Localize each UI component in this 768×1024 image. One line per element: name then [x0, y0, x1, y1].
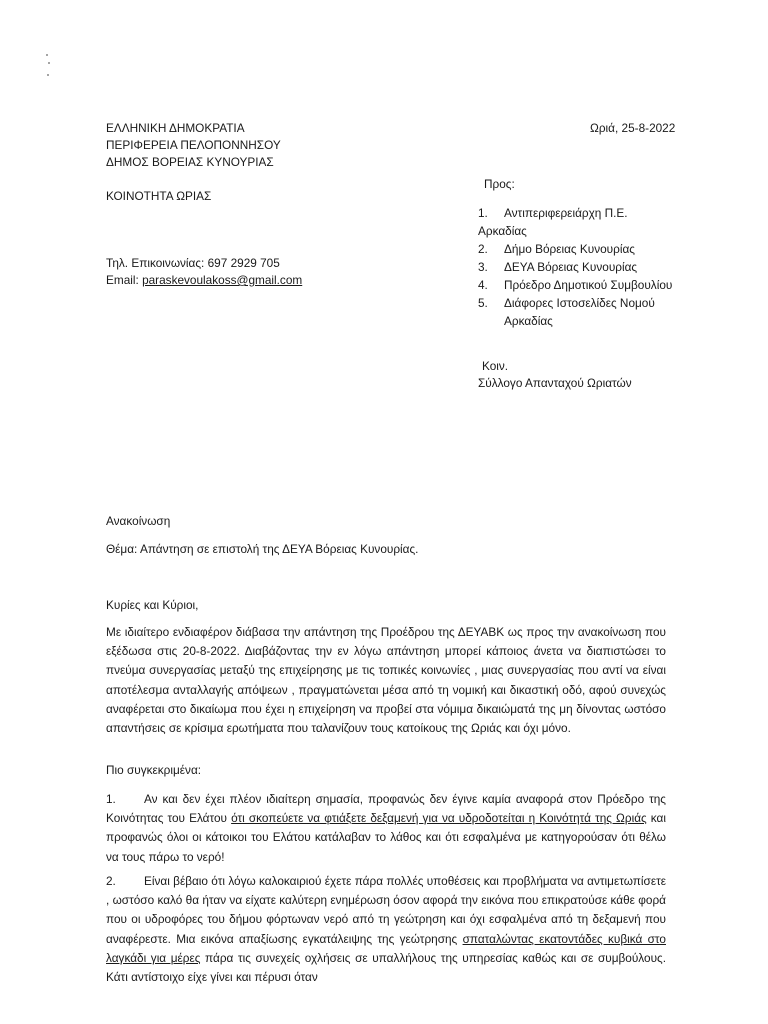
recipient-number: 2.	[478, 242, 488, 256]
point-number: 2.	[106, 874, 116, 888]
point-number: 1.	[106, 792, 116, 806]
recipients-label: Προς:	[484, 177, 515, 191]
point-text: πάρα τις συνεχείς οχλήσεις σε υπαλλήλους της υπηρεσίας καθώς και σε συμβούλους. Κάτι αντίστοιχο είχε γίνει και πέρυσι όταν	[106, 950, 666, 985]
letter-date: Ωριά, 25-8-2022	[590, 121, 676, 135]
recipient-text: Δήμο Βόρειας Κυνουρίας	[504, 242, 635, 256]
recipient-number: 4.	[478, 278, 488, 292]
recipient-number: 3.	[478, 260, 488, 274]
cc-label: Κοιν.	[482, 359, 509, 373]
sender-block	[106, 120, 281, 205]
recipient-text-continued: Αρκαδίας	[478, 224, 527, 238]
document-subject: Θέμα: Απάντηση σε επιστολή της ΔΕΥΑ Βόρειας Κυνουρίας.	[106, 542, 419, 556]
body-paragraph: Με ιδιαίτερο ενδιαφέρον διάβασα την απάντηση της Προέδρου της ΔΕΥΑΒΚ ως προς την ανακοίνωση που εξέδωσα στις 20-8-2022. Διαβάζοντας την εν λόγω απάντηση μπορεί κάποιος άνετα να διαπιστώσει το πνεύμα συνεργασίας μεταξύ της επιχείρησης με τις τοπικές κοινωνίες , μιας συνεργασίας που αντί να είναι αποτέλεσμα ανταλλαγής απόψεων , πραγματώνεται μέσα από τη νομική και δικαστική οδό, αφού συνεχώς αναφέρεται στο δικαίωμα που έχει η επιχείρηση να προβεί στα νόμιμα δικαιώματά της μη δίνοντας ωστόσο απαντήσεις σε κρίσιμα ερωτήματα που ταλανίζουν τους κατοίκους της Ωριάς και όχι μόνο.	[106, 625, 666, 736]
contact-email-line	[106, 272, 302, 289]
sender-line-republic: ΕΛΛΗΝΙΚΗ ΔΗΜΟΚΡΑΤΙΑ	[106, 121, 245, 135]
recipient-item	[478, 258, 678, 276]
cc-recipient: Σύλλογο Απανταχού Ωριατών	[478, 376, 632, 390]
sender-line-region: ΠΕΡΙΦΕΡΕΙΑ ΠΕΛΟΠΟΝΝΗΣΟΥ	[106, 138, 281, 152]
recipient-text: Διάφορες Ιστοσελίδες Νομού Αρκαδίας	[504, 296, 655, 328]
recipient-item	[478, 240, 678, 258]
scan-specks	[44, 48, 52, 78]
contact-phone: Τηλ. Επικοινωνίας: 697 2929 705	[106, 256, 280, 270]
document-title: Ανακοίνωση	[106, 514, 171, 528]
point-text: Αν και δεν έχει πλέον ιδιαίτερη σημασία, προφανώς δεν έγινε καμία αναφορά στον Πρόεδρο της Κοινότητας του Ελάτου	[106, 792, 666, 826]
contact-email-link[interactable]: paraskevoulakoss@gmail.com	[142, 273, 303, 287]
recipients-list	[478, 204, 678, 330]
numbered-point-1	[106, 790, 666, 867]
point-text-underlined: σπαταλώντας εκατοντάδες κυβικά στο λαγκάδι για μέρες	[106, 931, 666, 965]
numbered-point-2	[106, 872, 666, 987]
section-intro: Πιο συγκεκριμένα:	[106, 763, 202, 777]
point-text: και προφανώς όλοι οι κάτοικοι του Ελάτου κατάλαβαν το λάθος και ότι εσφαλμένα με κατηγορούσαν ότι θέλω να τους πάρω το νερό!	[106, 811, 667, 864]
recipient-item	[478, 204, 678, 240]
recipient-item	[478, 294, 678, 330]
recipient-number: 1.	[478, 206, 488, 220]
salutation: Κυρίες και Κύριοι,	[106, 598, 199, 612]
point-text-underlined: ότι σκοπεύετε να φτιάξετε δεξαμενή για να υδροδοτείται η Κοινότητά της Ωριάς	[231, 811, 647, 826]
recipient-text: Πρόεδρο Δημοτικού Συμβουλίου	[504, 278, 673, 292]
recipient-number: 5.	[478, 296, 488, 310]
point-text: Είναι βέβαιο ότι λόγω καλοκαιριού έχετε πάρα πολλές υποθέσεις και προβλήματα να αντιμετωπίσετε , ωστόσο καλό θα ήταν να είχατε καλύτερη ενημέρωση όσον αφορά την εικόνα που επικρατούσε κάθε φορά που οι υδροφόρες του δήμου φόρτωναν νερό από τη γεώτρηση και όχι εσφαλμένα από τη δεξαμενή που αναφέρεστε. Μια εικόνα απαξίωσης εγκατάλειψης της γεώτρησης	[106, 874, 666, 946]
sender-line-municipality: ΔΗΜΟΣ ΒΟΡΕΙΑΣ ΚΥΝΟΥΡΙΑΣ	[106, 155, 274, 169]
sender-community: ΚΟΙΝΟΤΗΤΑ ΩΡΙΑΣ	[106, 189, 212, 203]
contact-block	[106, 255, 302, 289]
contact-email-label: Email:	[106, 273, 143, 287]
recipient-text: ΔΕΥΑ Βόρειας Κυνουρίας	[504, 260, 638, 274]
recipient-item	[478, 276, 678, 294]
recipient-text: Αντιπεριφερειάρχη Π.Ε.	[504, 206, 628, 220]
